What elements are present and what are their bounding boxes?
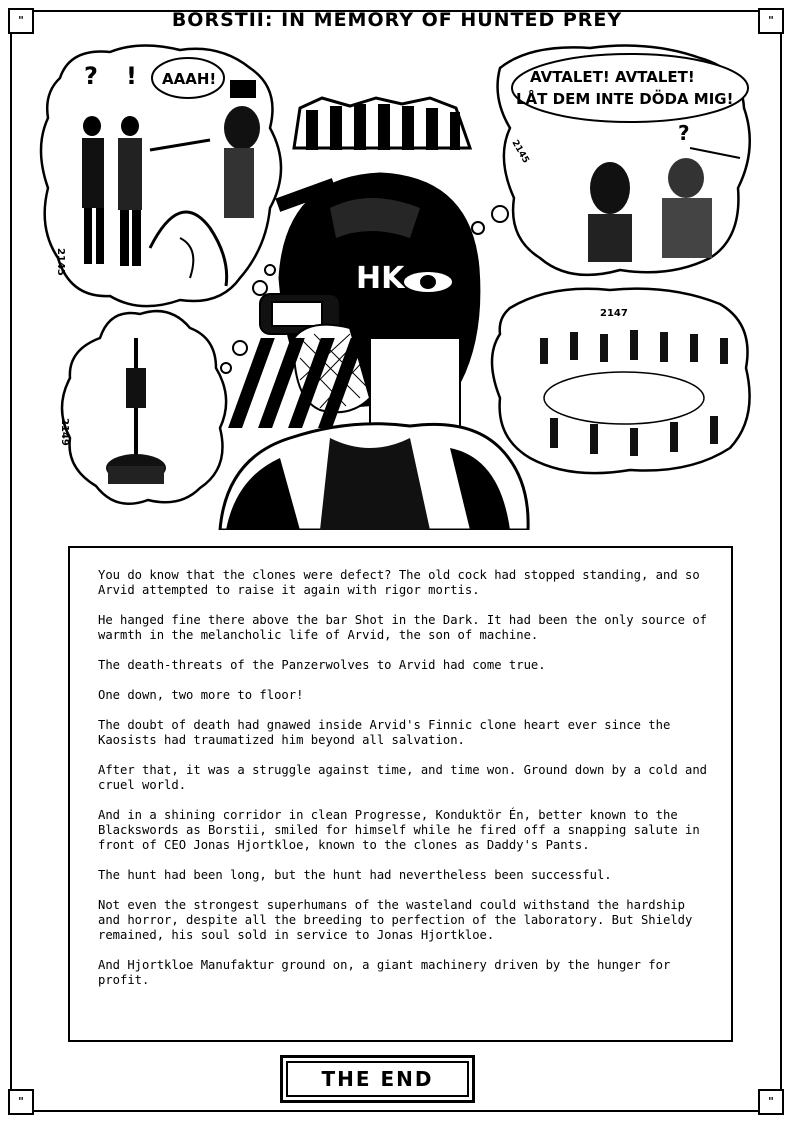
story-paragraph: Not even the strongest superhumans of the wasteland could withstand the hardship and horror, despite all the breeding to perfection of the laboratory. But Shieldy remained, his soul sold in service to Jonas Hjortkloe. xyxy=(98,898,693,942)
thought-bubble-bottom-left xyxy=(59,311,226,504)
page-title: BORSTII: IN MEMORY OF HUNTED PREY xyxy=(171,9,623,31)
corner-mark-top-left: " xyxy=(8,8,34,34)
corner-mark-bottom-right: " xyxy=(758,1089,784,1115)
question-mark-text: ? xyxy=(84,62,98,90)
comic-illustration xyxy=(30,38,764,530)
shout-text: AAAH! xyxy=(162,70,217,88)
story-paragraph: The doubt of death had gnawed inside Arvid's Finnic clone heart ever since the Kaosists had traumatized him beyond all salvation. xyxy=(98,718,671,747)
corner-mark-top-right: " xyxy=(758,8,784,34)
corner-mark-bottom-left: " xyxy=(8,1089,34,1115)
year-label-3: 2149 xyxy=(59,418,70,446)
story-paragraph: You do know that the clones were defect? The old cock had stopped standing, and so Arvid attempted to raise it again with rigor mortis. xyxy=(98,568,700,597)
story-paragraph: And Hjortkloe Manufaktur ground on, a giant machinery driven by the hunger for profit. xyxy=(98,958,671,987)
story-paragraph: The hunt had been long, but the hunt had nevertheless been successful. xyxy=(98,868,612,882)
story-paragraph: After that, it was a struggle against time, and time won. Ground down by a cold and cruel world. xyxy=(98,763,708,792)
year-label-4: 2147 xyxy=(600,308,628,319)
thought-bubble-top-right xyxy=(498,46,750,275)
speech-line-2: LÅT DEM INTE DÖDA MIG! xyxy=(516,90,734,108)
thought-bubble-top-left xyxy=(41,45,281,306)
story-paragraph: One down, two more to floor! xyxy=(98,688,304,702)
helmet-emblem: HK xyxy=(356,261,405,296)
year-label: 2145 xyxy=(55,248,66,276)
year-label-2: 2145 xyxy=(509,138,531,166)
story-paragraph: He hanged fine there above the bar Shot in the Dark. It had been the only source of warmth in the melancholic life of Arvid, the son of machine. xyxy=(98,613,708,642)
the-end-label: THE END xyxy=(286,1061,469,1097)
the-end-badge xyxy=(280,1055,475,1103)
story-paragraph: The death-threats of the Panzerwolves to Arvid had come true. xyxy=(98,658,546,672)
thought-bubble-bottom-right xyxy=(492,289,750,474)
exclamation-mark-text: ! xyxy=(126,62,137,90)
story-text-box xyxy=(68,546,733,1042)
speech-line-1: AVTALET! AVTALET! xyxy=(530,68,695,86)
question-mark-text-2: ? xyxy=(678,121,690,145)
story-paragraph: And in a shining corridor in clean Progresse, Konduktör Én, better known to the Blackswords as Borstii, smiled for himself while he fired off a snapping salute in front of CEO Jonas Hjortkloe, known to the clones as Daddy's Pants. xyxy=(98,808,700,852)
